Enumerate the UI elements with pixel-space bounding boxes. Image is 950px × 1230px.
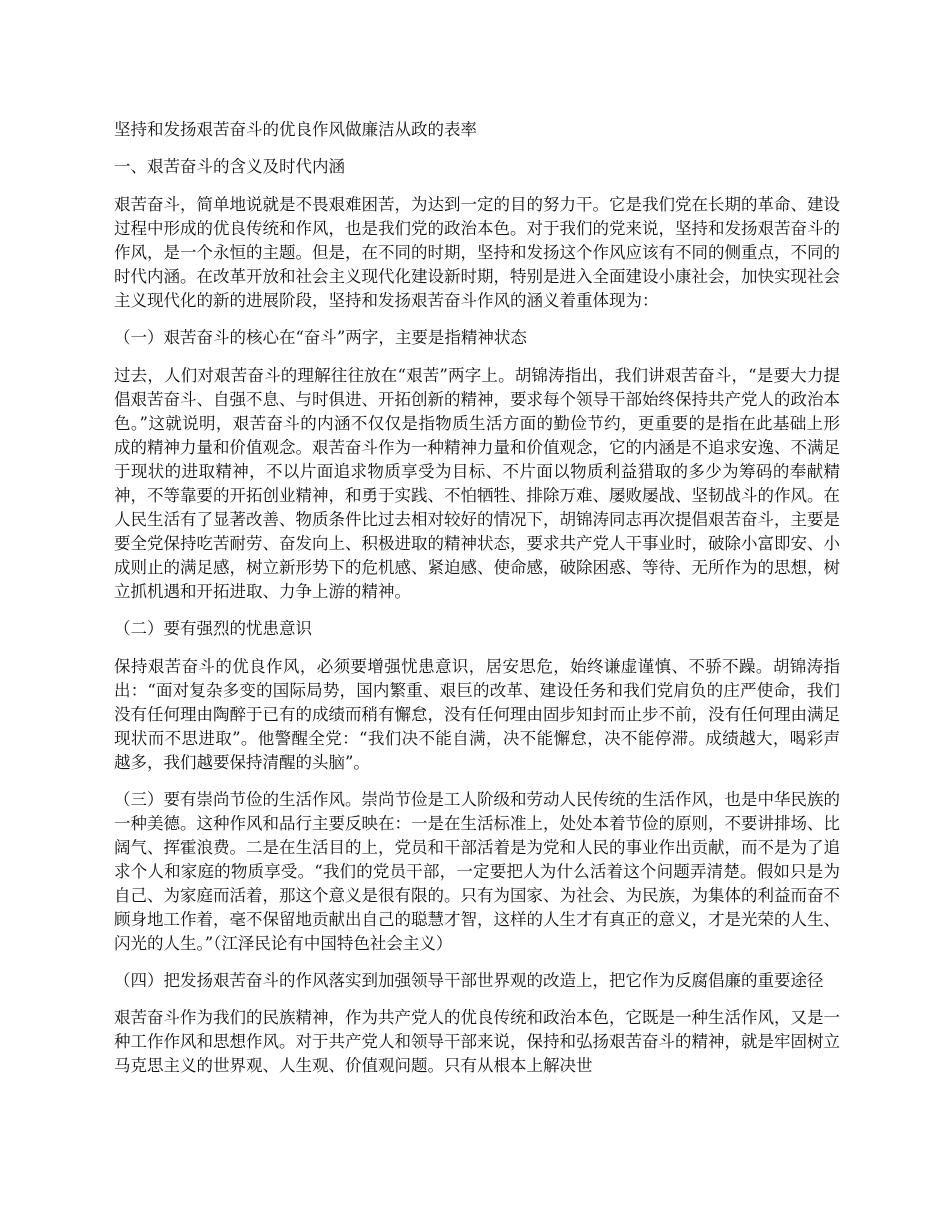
paragraph-spirit: 过去，人们对艰苦奋斗的理解往往放在“艰苦”两字上。胡锦涛指出，我们讲艰苦奋斗，“是要大力提倡艰苦奋斗、自强不息、与时俱进、开拓创新的精神，要求每个领导干部始终保持共产党人的政治本色。”这就说明，艰苦奋斗的内涵不仅仅是指物质生活方面的勤俭节约，更重要的是指在此基础上形成的精神力量和价值观念。艰苦奋斗作为一种精神力量和价值观念，它的内涵是不追求安逸、不满足于现状的进取精神，不以片面追求物质享受为目标、不片面以物质利益猎取的多少为筹码的奉献精神，不等靠要的开拓创业精神，和勇于实践、不怕牺牲、排除万难、屡败屡战、坚韧战斗的作风。在人民生活有了显著改善、物质条件比过去相对较好的情况下，胡锦涛同志再次提倡艰苦奋斗，主要是要全党保持吃苦耐劳、奋发向上、积极进取的精神状态，要求共产党人干事业时，破除小富即安、小成则止的满足感，树立新形势下的危机感、紧迫感、使命感，破除困惑、等待、无所作为的思想，树立抓机遇和开拓进取、力争上游的精神。 (114, 366, 840, 601)
subheading-1: （一）艰苦奋斗的核心在“奋斗”两字，主要是指精神状态 (114, 328, 527, 347)
subheading-4: （四）把发扬艰苦奋斗的作风落实到加强领导干部世界观的改造上，把它作为反腐倡廉的重要途径 (114, 971, 824, 990)
subheading-2: （二）要有强烈的忧患意识 (114, 619, 312, 638)
paragraph-frugality: （三）要有崇尚节俭的生活作风。崇尚节俭是工人阶级和劳动人民传统的生活作风，也是中华民族的一种美德。这种作风和品行主要反映在：一是在生活标准上，处处本着节俭的原则，不要讲排场、比阔气、挥霍浪费。二是在生活目的上，党员和干部活着是为党和人民的事业作出贡献，而不是为了追求个人和家庭的物质享受。“我们的党员干部，一定要把人为什么活着这个问题弄清楚。假如只是为自己、为家庭而活着，那这个意义是很有限的。只有为国家、为社会、为民族，为集体的利益而奋不顾身地工作着，毫不保留地贡献出自己的聪慧才智，这样的人生才有真正的意义，才是光荣的人生、闪光的人生。”（江泽民论有中国特色社会主义） (114, 790, 840, 953)
section-heading-1: 一、艰苦奋斗的含义及时代内涵 (114, 157, 345, 176)
paragraph-meaning: 艰苦奋斗，简单地说就是不畏艰难困苦，为达到一定的目的努力干。它是我们党在长期的革命、建设过程中形成的优良传统和作风，也是我们党的政治本色。对于我们的党来说，坚持和发扬艰苦奋斗的作风，是一个永恒的主题。但是，在不同的时期，坚持和发扬这个作风应该有不同的侧重点，不同的时代内涵。在改革开放和社会主义现代化建设新时期，特别是进入全面建设小康社会，加快实现社会主义现代化的新的进展阶段，坚持和发扬艰苦奋斗作风的涵义着重体现为： (114, 195, 840, 310)
paragraph-national-spirit: 艰苦奋斗作为我们的民族精神，作为共产党人的优良传统和政治本色，它既是一种生活作风，又是一种工作作风和思想作风。对于共产党人和领导干部来说，保持和弘扬艰苦奋斗的精神，就是牢固树立马克思主义的世界观、人生观、价值观问题。只有从根本上解决世 (114, 1008, 840, 1075)
document-page (114, 118, 840, 1091)
document-title: 坚持和发扬艰苦奋斗的优良作风做廉洁从政的表率 (114, 120, 477, 139)
paragraph-awareness: 保持艰苦奋斗的优良作风，必须要增强忧患意识，居安思危，始终谦虚谨慎、不骄不躁。胡锦涛指出：“面对复杂多变的国际局势，国内繁重、艰巨的改革、建设任务和我们党肩负的庄严使命，我们没有任何理由陶醉于已有的成绩而稍有懈怠，没有任何理由固步知封而止步不前，没有任何理由满足现状而不思进取”。他警醒全党：“我们决不能自满，决不能懈怠，决不能停滞。成绩越大，喝彩声越多，我们越要保持清醒的头脑”。 (114, 657, 840, 772)
